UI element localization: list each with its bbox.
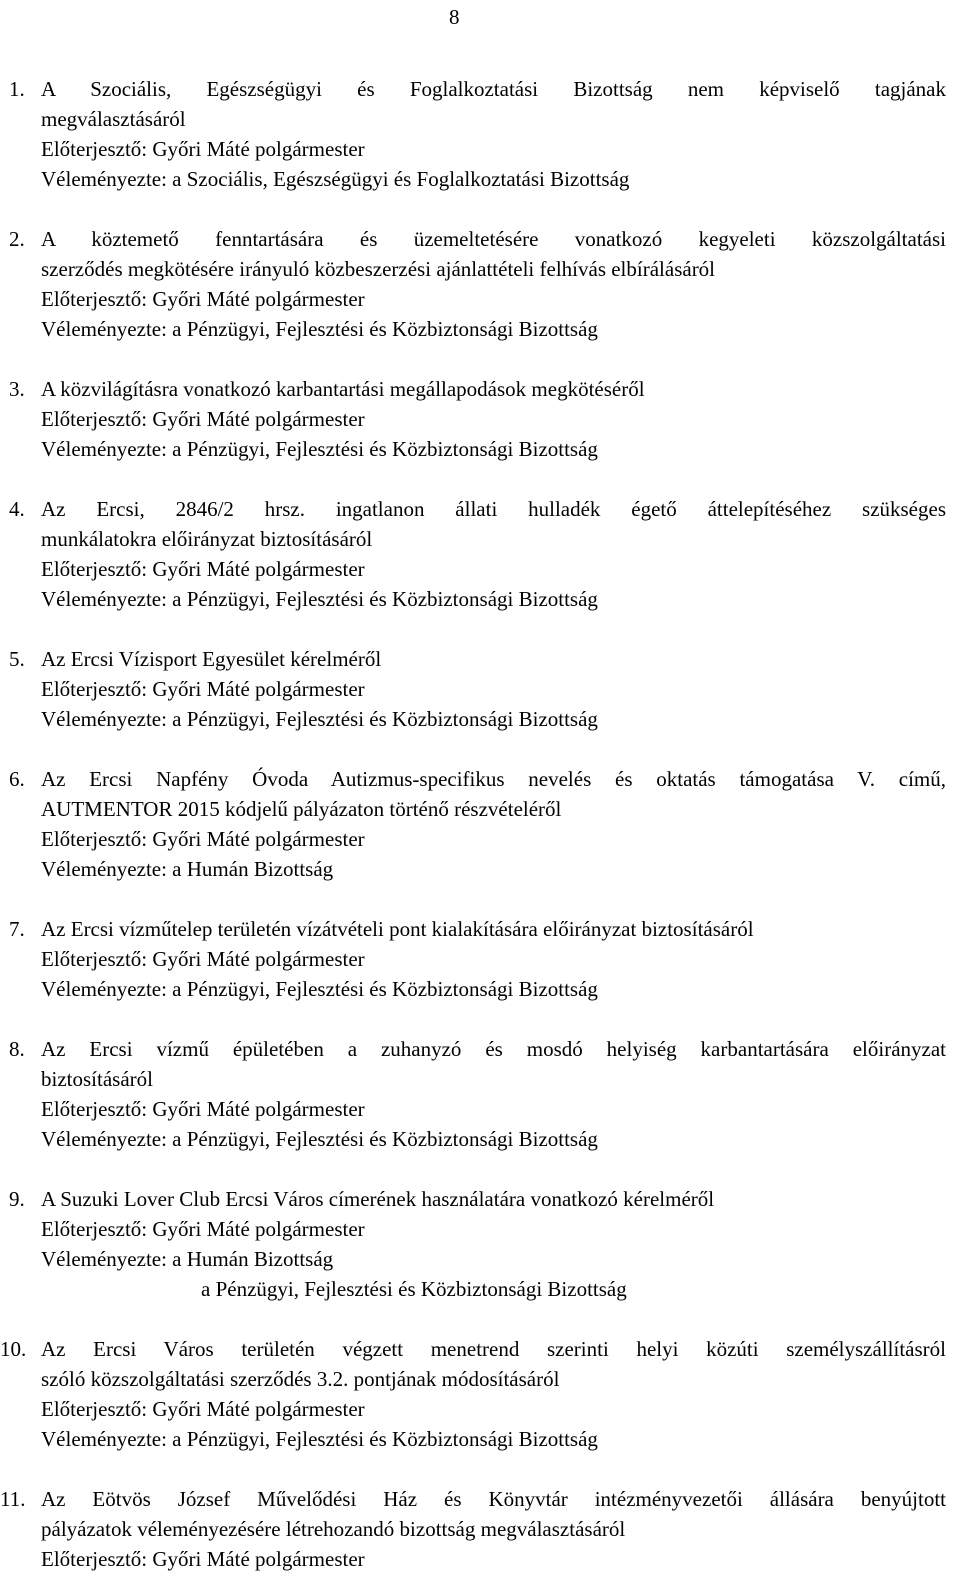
agenda-item bbox=[0, 1484, 946, 1574]
item-presenter: Előterjesztő: Győri Máté polgármester bbox=[41, 557, 365, 581]
item-reviewer: Véleményezte: a Humán Bizottság bbox=[41, 1247, 334, 1271]
item-number: 10. bbox=[0, 1337, 27, 1361]
item-title: Az Eötvös József Művelődési Ház és Könyvtár intézményvezetői állására benyújtott bbox=[41, 1487, 946, 1511]
agenda-item bbox=[0, 644, 946, 734]
item-number: 11. bbox=[0, 1487, 26, 1511]
item-presenter: Előterjesztő: Győri Máté polgármester bbox=[41, 1547, 365, 1571]
item-title: Az Ercsi vízmű épületében a zuhanyzó és mosdó helyiség karbantartására előirányzat bbox=[41, 1037, 946, 1061]
item-presenter: Előterjesztő: Győri Máté polgármester bbox=[41, 827, 365, 851]
item-number: 9. bbox=[9, 1187, 25, 1211]
agenda-item bbox=[0, 494, 946, 614]
item-reviewer: Véleményezte: a Pénzügyi, Fejlesztési és Közbiztonsági Bizottság bbox=[41, 317, 598, 341]
item-title: megválasztásáról bbox=[41, 107, 186, 131]
agenda-list bbox=[0, 74, 960, 1574]
item-presenter: Előterjesztő: Győri Máté polgármester bbox=[41, 677, 365, 701]
item-number: 4. bbox=[9, 497, 25, 521]
agenda-item bbox=[0, 74, 946, 194]
item-reviewer: Véleményezte: a Pénzügyi, Fejlesztési és Közbiztonsági Bizottság bbox=[41, 1127, 598, 1151]
item-reviewer: Véleményezte: a Szociális, Egészségügyi és Foglalkoztatási Bizottság bbox=[41, 167, 630, 191]
item-reviewer: a Pénzügyi, Fejlesztési és Közbiztonsági Bizottság bbox=[201, 1277, 627, 1301]
item-title: Az Ercsi, 2846/2 hrsz. ingatlanon állati hulladék égető áttelepítéséhez szükséges bbox=[41, 497, 946, 521]
item-number: 8. bbox=[9, 1037, 25, 1061]
item-title: A Szociális, Egészségügyi és Foglalkoztatási Bizottság nem képviselő tagjának bbox=[41, 77, 946, 101]
item-reviewer: Véleményezte: a Pénzügyi, Fejlesztési és Közbiztonsági Bizottság bbox=[41, 977, 598, 1001]
item-title: A közvilágításra vonatkozó karbantartási megállapodások megkötéséről bbox=[41, 377, 645, 401]
item-title: biztosításáról bbox=[41, 1067, 153, 1091]
item-number: 3. bbox=[9, 377, 25, 401]
item-reviewer: Véleményezte: a Pénzügyi, Fejlesztési és Közbiztonsági Bizottság bbox=[41, 1427, 598, 1451]
item-title: A Suzuki Lover Club Ercsi Város címerének használatára vonatkozó kérelméről bbox=[41, 1187, 715, 1211]
item-title: A köztemető fenntartására és üzemeltetésére vonatkozó kegyeleti közszolgáltatási bbox=[41, 227, 946, 251]
item-presenter: Előterjesztő: Győri Máté polgármester bbox=[41, 1217, 365, 1241]
agenda-item bbox=[0, 1184, 946, 1304]
page-number: 8 bbox=[449, 5, 460, 29]
item-presenter: Előterjesztő: Győri Máté polgármester bbox=[41, 137, 365, 161]
item-title: szerződés megkötésére irányuló közbeszerzési ajánlattételi felhívás elbírálásáról bbox=[41, 257, 716, 281]
item-title: Az Ercsi Város területén végzett menetrend szerinti helyi közúti személyszállításról bbox=[41, 1337, 946, 1361]
item-reviewer: Véleményezte: a Humán Bizottság bbox=[41, 857, 334, 881]
agenda-item bbox=[0, 764, 946, 884]
item-number: 6. bbox=[9, 767, 25, 791]
item-number: 7. bbox=[9, 917, 25, 941]
item-title: pályázatok véleményezésére létrehozandó bizottság megválasztásáról bbox=[41, 1517, 626, 1541]
item-title: Az Ercsi Napfény Óvoda Autizmus-specifikus nevelés és oktatás támogatása V. című, bbox=[41, 767, 946, 791]
item-number: 5. bbox=[9, 647, 25, 671]
item-title: Az Ercsi vízműtelep területén vízátvételi pont kialakítására előirányzat biztosításáról bbox=[41, 917, 754, 941]
item-presenter: Előterjesztő: Győri Máté polgármester bbox=[41, 947, 365, 971]
item-title: Az Ercsi Vízisport Egyesület kérelméről bbox=[41, 647, 382, 671]
item-reviewer: Véleményezte: a Pénzügyi, Fejlesztési és Közbiztonsági Bizottság bbox=[41, 707, 598, 731]
item-number: 2. bbox=[9, 227, 25, 251]
item-title: AUTMENTOR 2015 kódjelű pályázaton történő részvételéről bbox=[41, 797, 562, 821]
item-title: munkálatokra előirányzat biztosításáról bbox=[41, 527, 373, 551]
agenda-item bbox=[0, 374, 946, 464]
item-presenter: Előterjesztő: Győri Máté polgármester bbox=[41, 1397, 365, 1421]
item-reviewer: Véleményezte: a Pénzügyi, Fejlesztési és Közbiztonsági Bizottság bbox=[41, 437, 598, 461]
agenda-item bbox=[0, 914, 946, 1004]
item-title: szóló közszolgáltatási szerződés 3.2. pontjának módosításáról bbox=[41, 1367, 560, 1391]
item-presenter: Előterjesztő: Győri Máté polgármester bbox=[41, 407, 365, 431]
agenda-item bbox=[0, 1034, 946, 1154]
agenda-item bbox=[0, 1334, 946, 1454]
item-presenter: Előterjesztő: Győri Máté polgármester bbox=[41, 1097, 365, 1121]
agenda-item bbox=[0, 224, 946, 344]
item-number: 1. bbox=[9, 77, 25, 101]
item-reviewer: Véleményezte: a Pénzügyi, Fejlesztési és Közbiztonsági Bizottság bbox=[41, 587, 598, 611]
item-presenter: Előterjesztő: Győri Máté polgármester bbox=[41, 287, 365, 311]
